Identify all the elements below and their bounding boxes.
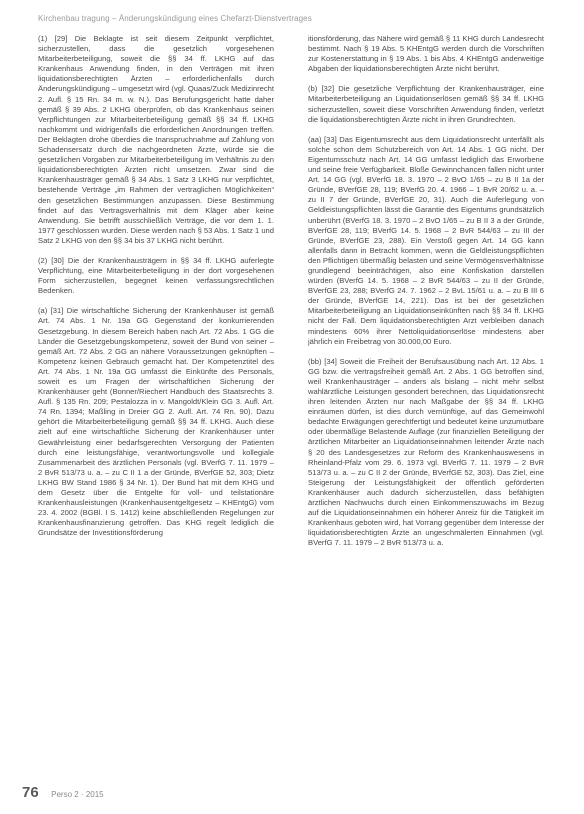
paragraph: (b) [32] Die gesetzliche Verpflichtung der Krankenhausträger, eine Mitarbeiterbeteiligung an Liquidationserlösen gemäß §§ 34 ff. LKHG sicherzustellen, soweit diese Vorschriften Anwendung finden, verletzt die liquidationsberechtigten Ärzte nicht in ihren Grundrechten. bbox=[308, 84, 544, 124]
paragraph: (1) [29] Die Beklagte ist seit diesem Zeitpunkt verpflichtet, sicherzustellen, dass die gesetzlich vorgesehenen Mitarbeiterbeteiligung, soweit die §§ 34 ff. LKHG auf das Krankenhaus Anwendung finden, in den Verträgen mit ihren liquidationsberechtigten Ärzten – erforderlichenfalls durch Änderungskündigung – umgesetzt wird (vgl. Quaas/Zuck Medizinrecht 2. Aufl. § 15 Rn. 34 m. w. N.). Das Berufungsgericht hatte daher gemäß § 39 Abs. 2 LKHG überprüfen, ob das Krankenhaus seinen Verpflichtungen zur Mitarbeiterbeteiligung gemäß §§ 34 ff. LKHG nachkommt und widrigenfalls die erforderlichen Anordnungen treffen. Der Beklagten drohe überdies die Inanspruchnahme auf Zahlung von Schadensersatz durch die nachgeordneten Ärzte, würde sie die gesetzlichen Vorgaben zur Mitarbeiterbeteiligung im Verhältnis zu den liquidationsberechtigten Ärzten nicht umsetzen. Zwar sind die Krankenhausträger gemäß § 34 Abs. 1 Satz 3 LKHG nur verpflichtet, bestehende Verträge „im Rahmen der vertraglichen Möglichkeiten“ den gesetzlichen Bestimmungen anzupassen. Diese Bestimmung findet auf das Vertragsverhältnis mit dem Kläger aber keine Anwendung. Sie betrifft ausschließlich Verträge, die vor dem 1. 1. 1977 geschlossen wurden. Diese werden nach § 53 Abs. 1 Satz 1 und Satz 2 LKHG von den §§ 34 bis 37 LKHG nicht berührt. bbox=[38, 34, 274, 245]
journal-name: Perso 2 · 2015 bbox=[51, 790, 104, 799]
page-footer bbox=[22, 784, 104, 802]
paragraph: (a) [31] Die wirtschaftliche Sicherung der Krankenhäuser ist gemäß Art. 74 Abs. 1 Nr. 19a GG Gegenstand der konkurrierenden Gesetzgebung. In diesem Bereich haben nach Art. 72 Abs. 1 GG die Länder die Gesetzgebungskompetenz, soweit der Bund von seiner – gemäß Art. 72 Abs. 2 GG an nähere Voraussetzungen geknüpften – Kompetenz keinen Gebrauch gemacht hat. Der Kompetenztitel des Art. 74 Abs. 1 Nr. 19a GG umfasst die Einkünfte des Personals, soweit es um Fragen der wirtschaftlichen Sicherung der Krankenhäuser geht (Bonner/Riechert Handbuch des Staatsrechts 3. Aufl. § 135 Rn. 209; Pestalozza in v. Mangoldt/Klein GG 3. Aufl. Art. 74 Rn. 1394; Maßling in Dreier GG 2. Aufl. Art. 74 Rn. 90). Dazu gehört die Mitarbeiterbeteiligung gemäß §§ 34 ff. LKHG. Auch diese zielt auf eine wirtschaftliche Sicherung der Krankenhäuser unter Gewährleistung einer bedarfsgerechten Versorgung der Patienten durch eine leistungsfähige, verantwortungsvolle und kollegiale Zusammenarbeit des ärztlichen Personals (vgl. BVerfG 7. 11. 1979 – 2 BvR 513/73 u. a. – zu C II 1 a der Gründe, BVerfGE 52, 303; Dietz LKHG BW Stand 1986 § 34 Nr. 1). Der Bund hat mit dem KHG und dem Gesetz über die Entgelte für voll- und teilstationäre Krankenhausleistungen (Krankenhausentgeltgesetz – KHEntgG) vom 23. 4. 2002 (BGBl. I S. 1412) keine abschließenden Regelungen zur Krankenhausfinanzierung getroffen. Das KHG regelt lediglich die Grundsätze der Investitionsförderung bbox=[38, 306, 274, 538]
paragraph: (aa) [33] Das Eigentumsrecht aus dem Liquidationsrecht unterfällt als solche schon dem Schutzbereich von Art. 14 Abs. 1 GG nicht. Der Eigentumsschutz nach Art. 14 GG umfasst lediglich das Erworbene und seine freie Verfügbarkeit. Bloße Gewinnchancen fallen nicht unter Art. 14 GG (vgl. BVerfG 18. 3. 1970 – 2 BvO 1/65 – zu B II 1a der Gründe, BVerfGE 28, 119; BVerfG 20. 4. 1966 – 1 BvR 20/62 u. a. – zu II 7 der Gründe, BVerfGE 20, 31). Auch die Auferlegung von Geldleistungspflichten lässt die Garantie des Eigentums grundsätzlich unberührt (BVerfG 18. 3. 1970 – 2 BvO 1/65 – zu B II 3 a der Gründe, BVerfGE 28, 119; BVerfG 14. 5. 1968 – 2 BvR 544/63 – zu III der Gründe, BVerfGE 23, 288). Ein Verstoß gegen Art. 14 GG kann allenfalls dann in Betracht kommen, wenn die Geldleistungspflichten den Pflichtigen übermäßig belasten und seine Vermögensverhältnisse grundlegend beeinträchtigen, also eine Konfiskation darstellen würden (BVerfG 14. 5. 1968 – 2 BvR 544/63 – zu II der Gründe, BVerfGE 23, 288; BVerfG 24. 7. 1962 – 2 BvL 15/61 u. a. – zu B III 6 der Gründe, BVerfGE 14, 221). Das ist bei der gesetzlichen Mitarbeiterbeteiligung an Liquidationseinkünften nach §§ 34 ff. LKHG nicht der Fall. Dem liquidationsberechtigten Arzt verbleiben danach mindestens 60% ihrer Nettoliquidationserlöse mindestens aber jährlich ein Freibetrag von 30.000,00 Euro. bbox=[308, 134, 544, 346]
right-column bbox=[308, 34, 544, 549]
paragraph: (2) [30] Die der Krankenhausträgern in §§ 34 ff. LKHG auferlegte Verpflichtung, eine Mitarbeiterbeteiligung in der dort vorgesehenen Form sicherzustellen, begegnet keinen verfassungsrechtlichen Bedenken. bbox=[38, 255, 274, 296]
left-column bbox=[38, 34, 274, 539]
paragraph: (bb) [34] Soweit die Freiheit der Berufsausübung nach Art. 12 Abs. 1 GG bzw. die vertragsfreiheit gemäß Art. 2 Abs. 1 GG betroffen sind, weil Krankenhausträger – anders als bislang – nicht mehr selbst wahlärztliche Leistungen gesondert berechnen, das Liquidationsrecht ihren leitenden Ärzten nur nach Maßgabe der §§ 34 ff. LKHG einräumen dürfen, ist dies durch vernünftige, auf das Gemeinwohl bedachte Erwägungen gerechtfertigt und bedeutet keine unzumutbare oder übermäßige Belastende Auflage (zur finanziellen Beteiligung der ärztlichen Mitarbeiter an Liquidationseinnahmen leitender Ärzte nach § 20 des Landesgesetzes zur Reform des Krankenhauswesens in Rheinland-Pfalz vom 29. 6. 1973 vgl. BVerfG 7. 11. 1979 – 2 BvR 513/73 u. a. – zu C II 2 der Gründe, BVerfGE 52, 303). Das Ziel, eine Steigerung der Leistungsfähigkeit der öffentlich geförderten Krankenhäuser auch dadurch sicherzustellen, dass befähigten ärztlichen Nachwuchs durch einen Einkommenszuwachs im Bezug auf die Liquidationseinnahmen ein höherer Anreiz für die Tätigkeit im Krankenhaus geboten wird, hat Vorrang gegenüber dem Interesse der liquidationsberechtigten Ärzte an ungeschmälerten Einnahmen (vgl. BVerfG 7. 11. 1979 – 2 BvR 513/73 u. a. bbox=[308, 356, 544, 548]
running-header: Kirchenbau tragung – Änderungskündigung eines Chefarzt-Dienstvertrages bbox=[38, 14, 312, 23]
page-number: 76 bbox=[22, 784, 39, 801]
paragraph: itionsförderung, das Nähere wird gemäß § 11 KHG durch Landesrecht bestimmt. Nach § 19 Abs. 5 KHEntgG werden durch die Vorschriften zur Kostenerstattung in § 19 Abs. 1 bis Abs. 4 KHEntgG anderweitige Abgaben der liquidationsberechtigten Ärzte nicht berührt. bbox=[308, 34, 544, 74]
